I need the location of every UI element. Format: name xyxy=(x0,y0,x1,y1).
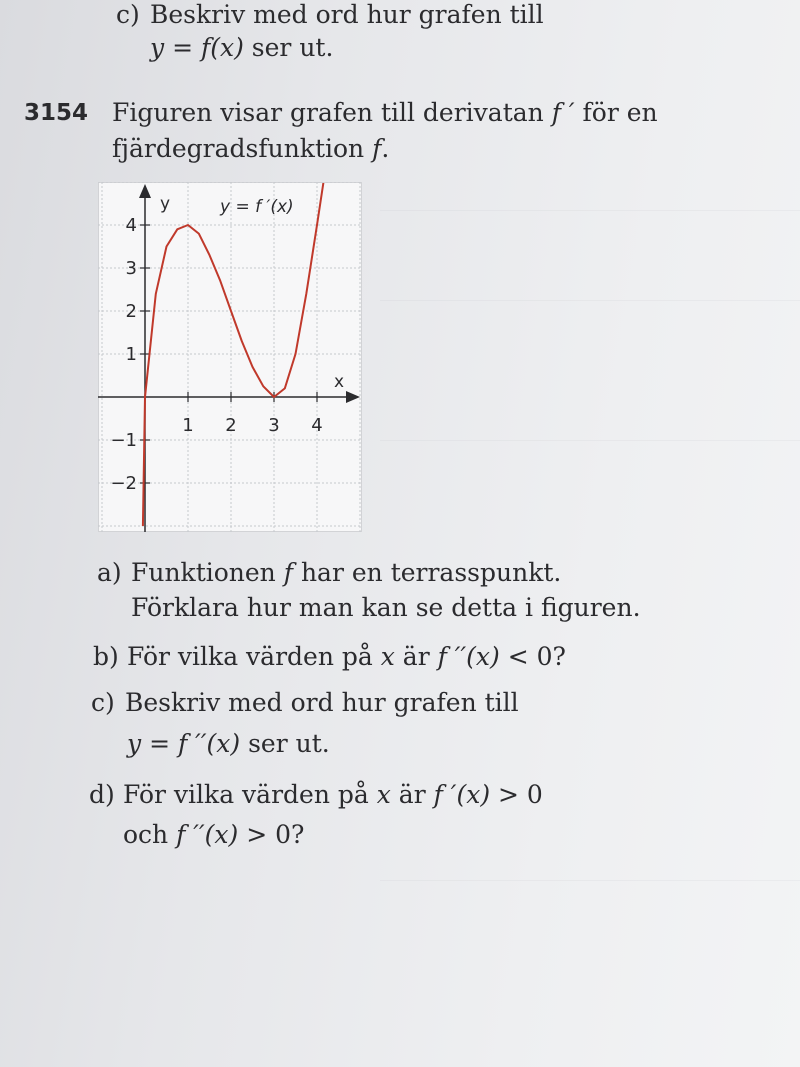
prev-part-c-text: Beskriv med ord hur grafen till xyxy=(150,0,544,29)
prev-part-c-arg: (x) xyxy=(210,33,244,62)
question-d-text: För vilka värden på xyxy=(123,780,377,809)
problem-text-2: fjärdegradsfunktion xyxy=(112,134,373,163)
question-a-line2-text: Förklara hur man kan se detta i figuren. xyxy=(131,593,641,622)
plot-background xyxy=(99,183,362,532)
function-label: y = f ′(x) xyxy=(220,197,294,217)
derivative-graph xyxy=(98,182,362,532)
question-b-label: b) xyxy=(93,642,119,671)
question-d-arg: (x) xyxy=(456,780,491,809)
question-b-func: f ′′ xyxy=(437,642,467,671)
question-d-var: x xyxy=(376,780,391,809)
prev-part-c-suffix: ser ut. xyxy=(243,33,334,62)
problem-number: 3154 xyxy=(24,100,89,126)
problem-func-2: f xyxy=(372,134,382,163)
question-c-func: f ′′ xyxy=(177,729,207,758)
x-tick-label: 3 xyxy=(268,415,280,436)
question-a-text: Funktionen xyxy=(131,558,284,587)
question-a-line1 xyxy=(97,558,561,588)
prev-part-c-line1 xyxy=(116,0,544,30)
y-tick-label: −2 xyxy=(110,473,137,494)
prev-part-c-func: f xyxy=(200,33,211,62)
question-d-line2-suffix: > 0? xyxy=(238,820,305,849)
show-through-line xyxy=(380,210,800,211)
show-through-line xyxy=(380,880,800,881)
show-through-line xyxy=(380,300,800,301)
question-a-suffix: har en terrasspunkt. xyxy=(293,558,562,587)
question-a-label: a) xyxy=(97,558,122,587)
problem-func-1: f ′ xyxy=(551,98,575,127)
question-d-line1 xyxy=(89,780,543,810)
question-d-middle: är xyxy=(390,780,434,809)
question-d-line2 xyxy=(123,820,304,850)
y-tick-label: 3 xyxy=(125,258,137,279)
question-d-line2-prefix: och xyxy=(123,820,177,849)
question-b-text: För vilka värden på xyxy=(127,642,381,671)
question-c-eq-prefix: y = xyxy=(127,729,178,758)
question-a-func: f xyxy=(283,558,293,587)
question-b-suffix: < 0? xyxy=(499,642,566,671)
question-c-text: Beskriv med ord hur grafen till xyxy=(125,688,519,717)
question-b xyxy=(93,642,566,672)
question-d-line2-arg: (x) xyxy=(204,820,239,849)
problem-text-1: Figuren visar grafen till derivatan xyxy=(112,98,552,127)
question-d-line2-func: f ′′ xyxy=(176,820,205,849)
x-tick-label: 1 xyxy=(182,415,194,436)
prev-part-c-eq-prefix: y = xyxy=(150,33,201,62)
problem-statement-line2 xyxy=(112,134,389,164)
x-axis-label: x xyxy=(334,372,345,392)
y-tick-label: 1 xyxy=(125,344,137,365)
question-c-arg: (x) xyxy=(206,729,241,758)
question-c-line2 xyxy=(127,729,330,759)
question-c-suffix: ser ut. xyxy=(240,729,330,758)
y-tick-label: 2 xyxy=(125,301,137,322)
x-tick-label: 2 xyxy=(225,415,237,436)
question-d-label: d) xyxy=(89,780,115,809)
problem-statement-line1 xyxy=(112,98,658,128)
y-axis-label: y xyxy=(160,194,171,214)
problem-suffix-2: . xyxy=(381,134,390,163)
question-c-line1 xyxy=(91,688,519,718)
prev-part-c-line2 xyxy=(150,33,333,63)
show-through-line xyxy=(380,440,800,441)
question-b-arg: (x) xyxy=(466,642,500,671)
question-b-var: x xyxy=(380,642,395,671)
y-tick-label: −1 xyxy=(110,430,137,451)
question-b-middle: är xyxy=(394,642,438,671)
question-d-func: f ′ xyxy=(433,780,457,809)
problem-suffix-1: för en xyxy=(574,98,658,127)
y-tick-label: 4 xyxy=(125,215,137,236)
derivative-graph-figure xyxy=(98,182,362,532)
x-tick-label: 4 xyxy=(311,415,323,436)
prev-part-c-label: c) xyxy=(116,0,140,29)
question-c-label: c) xyxy=(91,688,115,717)
question-d-suffix: > 0 xyxy=(490,780,543,809)
question-a-line2 xyxy=(131,593,641,623)
